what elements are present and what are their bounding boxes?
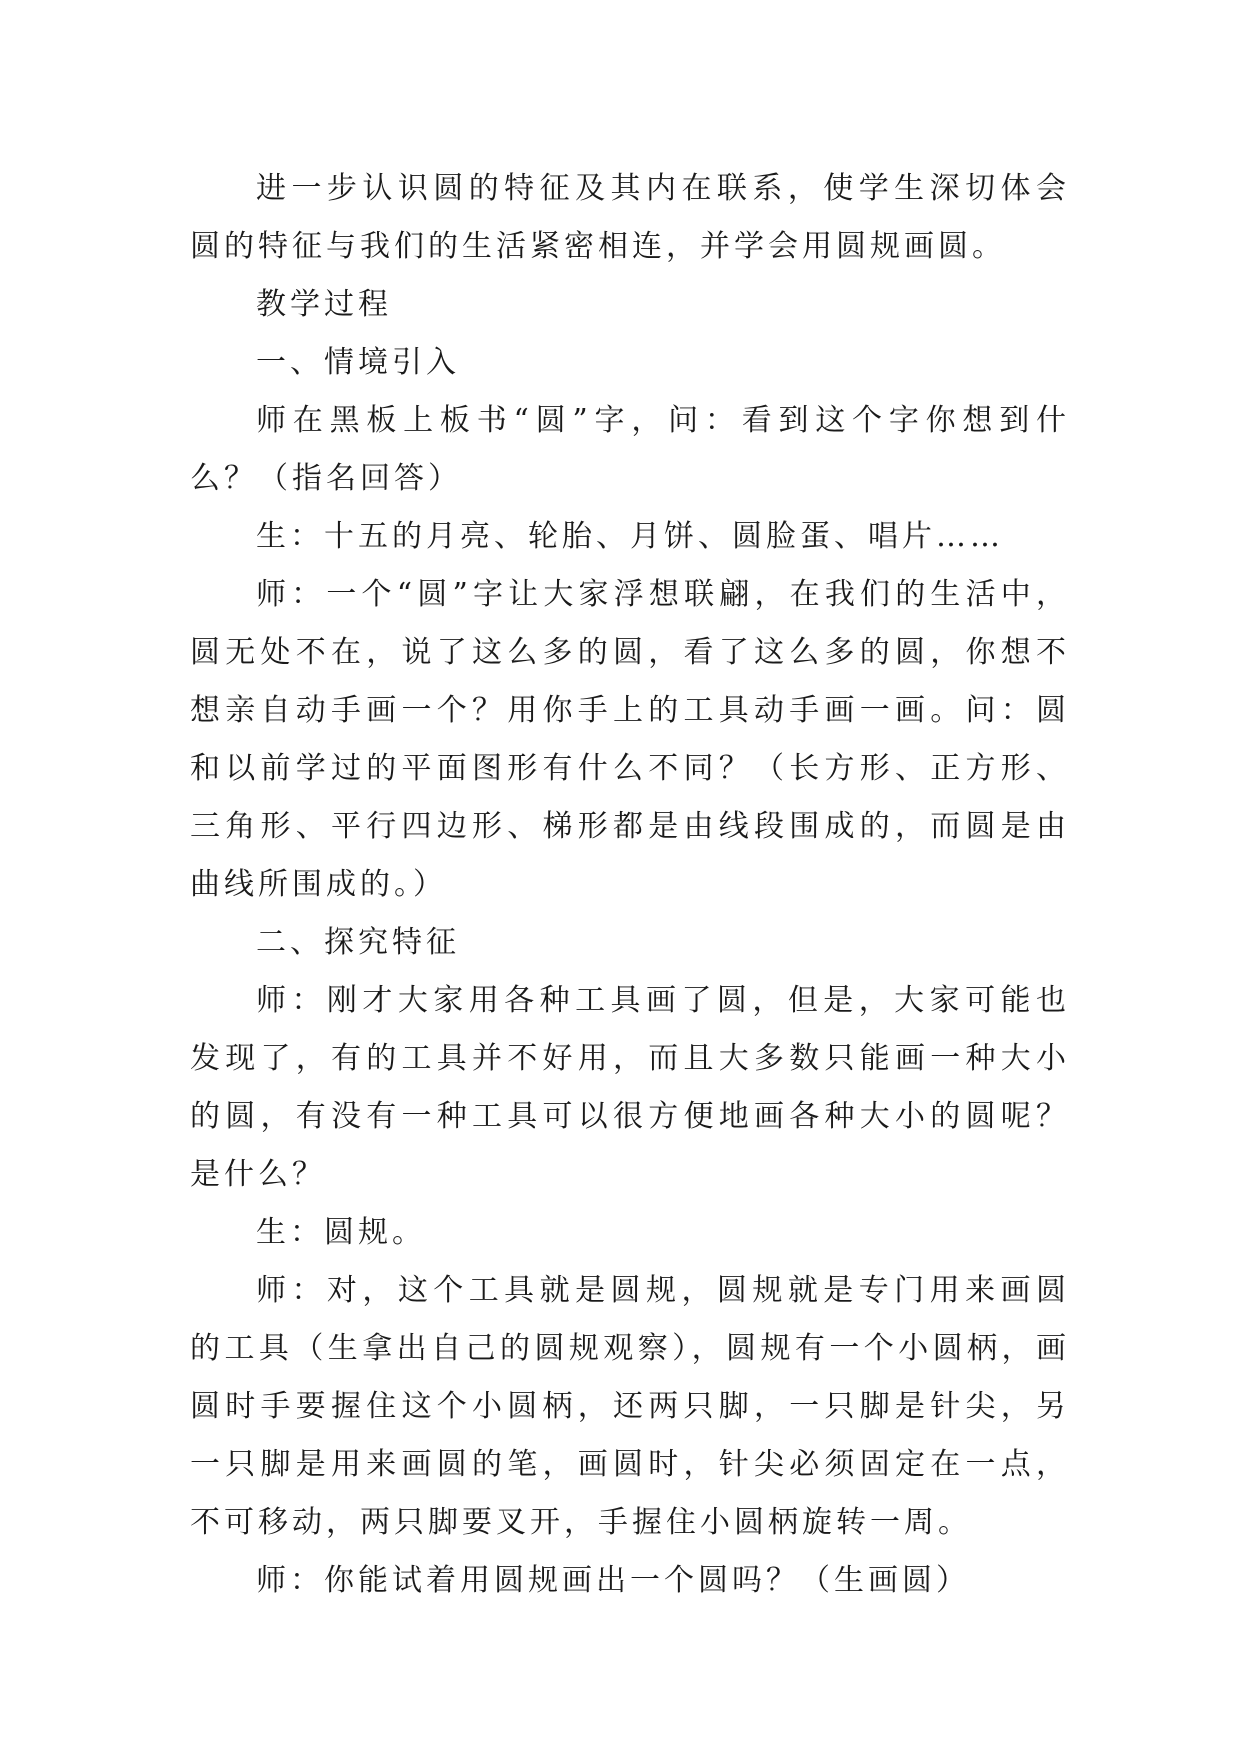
heading-section-1: 一、情境引入 <box>256 345 460 380</box>
heading-teaching-process: 教学过程 <box>256 287 392 322</box>
paragraph-student-compass: 生：圆规。 <box>256 1215 426 1250</box>
paragraph-teacher-tools: 师：刚才大家用各种工具画了圆，但是，大家可能也发现了，有的工具并不好用，而且大多数只能画一种大小的圆，有没有一种工具可以很方便地画各种大小的圆呢？是什么？ <box>190 983 1070 1192</box>
heading-section-2: 二、探究特征 <box>256 925 460 960</box>
document-body <box>190 160 1070 1610</box>
paragraph-teacher-compass-explain: 师：对，这个工具就是圆规，圆规就是专门用来画圆的工具（生拿出自己的圆规观察），圆规有一个小圆柄，画圆时手要握住这个小圆柄，还两只脚，一只脚是针尖，另一只脚是用来画圆的笔，画圆时，针尖必须固定在一点，不可移动，两只脚要叉开，手握住小圆柄旋转一周。 <box>190 1273 1070 1540</box>
paragraph-student-answer: 生：十五的月亮、轮胎、月饼、圆脸蛋、唱片…… <box>256 519 1004 554</box>
paragraph-teacher-question: 师在黑板上板书“圆”字，问：看到这个字你想到什么？（指名回答） <box>190 403 1070 496</box>
paragraph-teacher-draw: 师：一个“圆”字让大家浮想联翩，在我们的生活中，圆无处不在，说了这么多的圆，看了这么多的圆，你想不想亲自动手画一个？用你手上的工具动手画一画。问：圆和以前学过的平面图形有什么不同？（长方形、正方形、三角形、平行四边形、梯形都是由线段围成的，而圆是由曲线所围成的。） <box>190 577 1070 902</box>
paragraph-teacher-try: 师：你能试着用圆规画出一个圆吗？（生画圆） <box>256 1563 970 1598</box>
paragraph-objective: 进一步认识圆的特征及其内在联系，使学生深切体会圆的特征与我们的生活紧密相连，并学会用圆规画圆。 <box>190 171 1070 264</box>
